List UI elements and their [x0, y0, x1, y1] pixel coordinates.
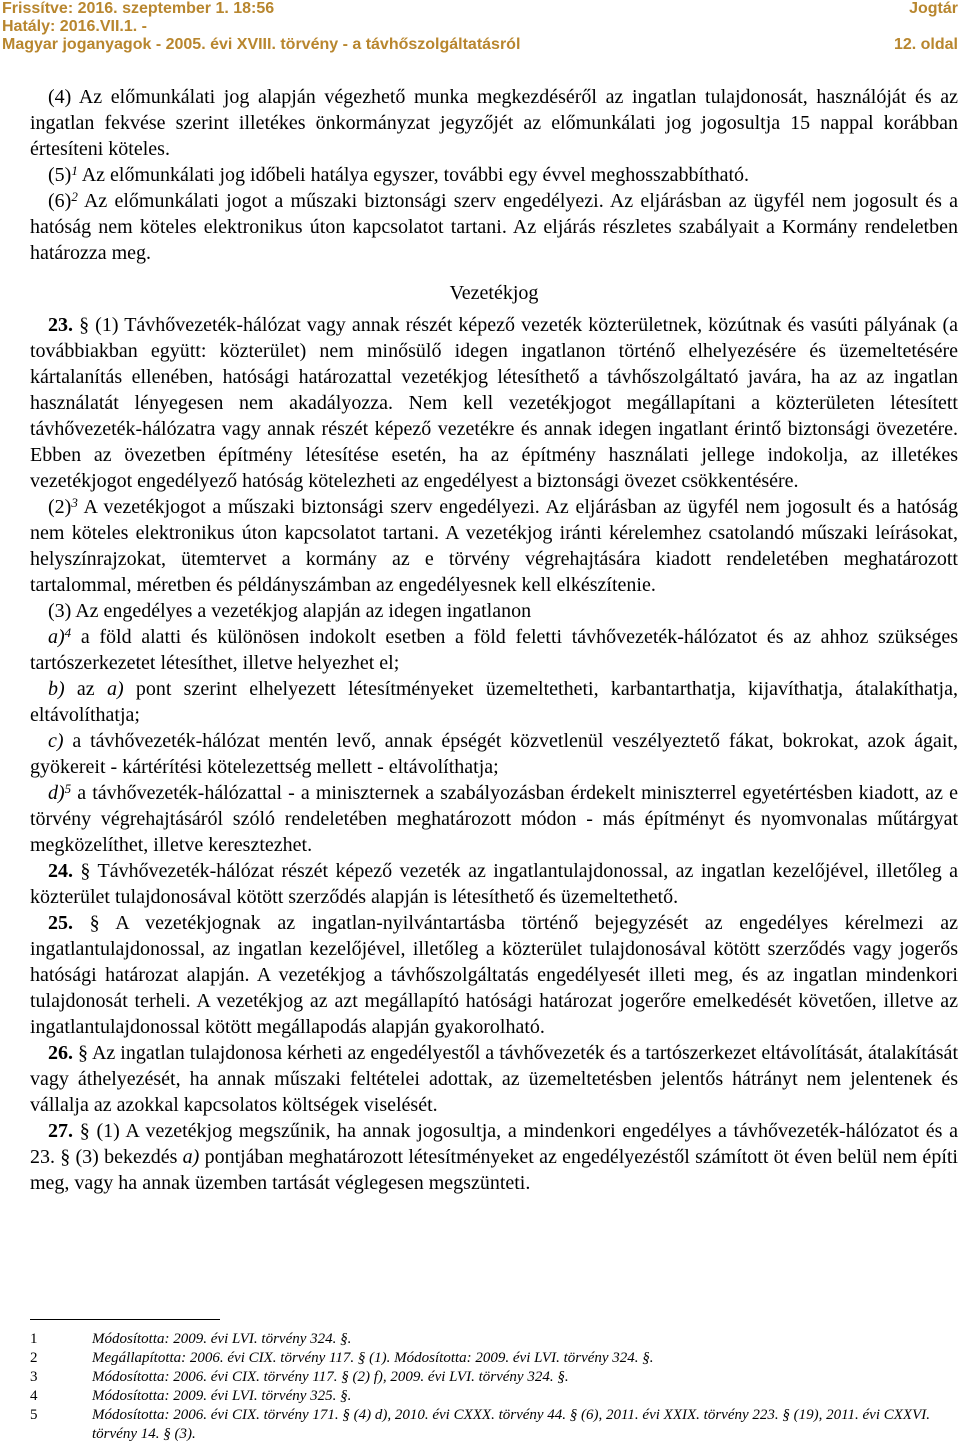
footnote-ref-3[interactable]: 3 [71, 495, 78, 510]
section-23-paragraph-2: $(2)^3$ A vezetékjogot a műszaki biztonsági szerv engedélyezi. Az eljárásban az ügyfél nem jogosult és a hatóság nem köteles elektronikus úton kapcsolatot tartani. A vezetékjog iránti kérelemhez csatolandó műszaki leírásokat, helyszínrajzokat, ütemtervet a kormány az e törvény végrehajtására kiadott rendeletében meghatározott tartalommal, méretben és példányszámban az engedélyesnek kell elkészítenie. [30, 495, 958, 596]
footnote [30, 1387, 958, 1406]
section-heading: Vezetékjog [449, 282, 539, 304]
published-date: Frissítve: 2016. szeptember 1. 18:56 [2, 0, 275, 17]
law-title: Magyar joganyagok - 2005. évi XVIII. törvény - a távhőszolgáltatásról [2, 36, 521, 53]
point-a: a)$^4$ a föld alatti és különösen indokolt esetben a föld feletti távhővezeték-hálózatot és az ahhoz szükséges tartószerkezetet létesíthet, illetve helyezhet el; [30, 625, 958, 674]
paragraph-6: $(6)^2$ Az előmunkálati jogot a műszaki biztonsági szerv engedélyezi. Az eljárásban az ügyfél nem jogosult és a hatóság nem köteles elektronikus úton kapcsolatot tartani. Az eljárás részletes szabályait a Kormány rendeletben határozza meg. [30, 189, 958, 264]
footnotes [30, 1330, 958, 1444]
section-26: 26. § Az ingatlan tulajdonosa kérheti az engedélyestől a távhővezeték és a tartószerkezet eltávolítását, átalakítását vagy áthelyezését, ha annak műszaki feltételei adottak, az üzemeltetésben jelentős hátrányt nem jelentenek és vállalja az azokkal kapcsolatos költségek viselését. [30, 1042, 958, 1116]
paragraph-5: $(5)^1$ Az előmunkálati jog időbeli hatálya egyszer, további egy évvel meghosszabbítható. [48, 163, 750, 186]
section-23-paragraph-3: (3) Az engedélyes a vezetékjog alapján az idegen ingatlanon [48, 600, 532, 622]
brand-name: Jogtár [909, 0, 958, 17]
section-24: 24. § Távhővezeték-hálózat részét képező vezeték az ingatlantulajdonossal, az ingatlan kezelőjével, illetőleg a közterület tulajdonosával kötött szerződés alapján is létesíthető és üzemeltethető. [30, 860, 958, 908]
page-number: 12. oldal [893, 36, 958, 53]
document-body [30, 84, 958, 1196]
footnote-number: 4 [30, 1388, 38, 1404]
point-d: d)$^5$ a távhővezeték-hálózattal - a miniszternek a szabályozásban érdekelt miniszterrel egyetértésben kiadott, az e törvény végrehajtásáról szóló rendeletében meghatározott módon - más építményt és nyomvonalas műtárgyat megközelíthet, illetve keresztezhet. [30, 781, 958, 856]
footnote-text: Módosította: 2006. évi CIX. törvény 117. § (2) f), 2009. évi LVI. törvény 324. §. [92, 1369, 569, 1385]
footnote [30, 1349, 958, 1368]
footnote-ref-4[interactable]: 4 [64, 625, 72, 640]
section-number-23: 23. [48, 314, 73, 336]
section-number-24: 24. [48, 860, 73, 882]
footnote [30, 1406, 958, 1444]
footnote [30, 1330, 958, 1349]
footnote-number: 2 [30, 1350, 38, 1366]
footnote-ref-1[interactable]: 1 [71, 163, 78, 178]
effective-date: Hatály: 2016.VII.1. - [2, 18, 147, 35]
paragraph-4: (4) Az előmunkálati jog alapján végezhető munka megkezdéséről az ingatlan tulajdonosát, használóját és az ingatlan fekvése szerint illetékes önkormányzat jegyzőjét az előmunkálati jog jogosultja 15 nappal korábban értesíteni köteles. [30, 86, 958, 160]
footnote-ref-2[interactable]: 2 [71, 189, 78, 204]
footnote-text: Megállapította: 2006. évi CIX. törvény 117. § (1). Módosította: 2009. évi LVI. törvény 324. §. [92, 1350, 654, 1366]
footnote-text: Módosította: 2006. évi CIX. törvény 171. § (4) d), 2010. évi CXXX. törvény 44. § (6), 2011. évi XXIX. törvény 223. § (19), 2011. évi CXXVI. törvény 14. § (3). [92, 1407, 930, 1442]
footnote-number: 1 [30, 1331, 38, 1347]
footnote-number: 5 [30, 1407, 38, 1423]
page-header [0, 0, 960, 56]
section-number-26: 26. [48, 1042, 73, 1064]
section-number-27: 27. [48, 1120, 73, 1142]
section-number-25: 25. [48, 912, 73, 934]
section-27: 27. § (1) A vezetékjog megszűnik, ha annak jogosultja, a mindenkori engedélyes a távhővezeték-hálózatot és a 23. § (3) bekezdés a) pontjában meghatározott létesítményeket az engedélyezéstől számított öt éven belül nem építi meg, vagy ha annak üzemben tartását véglegesen megszünteti. [30, 1120, 958, 1194]
footnote-text: Módosította: 2009. évi LVI. törvény 324. §. [92, 1331, 352, 1347]
footnote-ref-5[interactable]: 5 [64, 781, 72, 796]
footnote-divider [30, 1319, 220, 1320]
point-c: c) a távhővezeték-hálózat mentén levő, annak épségét közvetlenül veszélyeztető fákat, bokrokat, azok ágait, gyökereit - kártérítési kötelezettség mellett - eltávolíthatja; [30, 730, 958, 778]
footnote-text: Módosította: 2009. évi LVI. törvény 325. §. [92, 1388, 352, 1404]
footnote [30, 1368, 958, 1387]
section-23-paragraph-1: 23. § (1) Távhővezeték-hálózat vagy annak részét képező vezeték közterületnek, közútnak és vasúti pályának (a továbbiakban együtt: közterület) nem minősülő idegen ingatlanon történő elhelyezésére és üzemeltetésére kártalanítás ellenében, hatósági határozattal vezetékjog létesíthető a távhőszolgáltató javára, ha az az ingatlan használatát lényegesen nem akadályozza. Nem kell vezetékjogot megállapítani a közterületen létesített távhővezeték-hálózatra vagy annak részét képező vezetékre és annak idegen ingatlant érintő biztonsági övezetére. Ebben az övezetben építmény létesítése esetén, ha az építmény használati jellege indokolja, az illetékes vezetékjogot engedélyező hatóság kötelezheti az engedélyest a biztonsági övezet csökkentésére. [30, 314, 958, 492]
footnote-number: 3 [30, 1369, 38, 1385]
point-b: b) az a) pont szerint elhelyezett létesítményeket üzemeltetheti, karbantarthatja, kijavíthatja, átalakíthatja, eltávolíthatja; [30, 678, 958, 726]
section-25: 25. § A vezetékjognak az ingatlan-nyilvántartásba történő bejegyzését az engedélyes kérelmezi az ingatlantulajdonossal, az ingatlan kezelőjével, illetőleg a közterület tulajdonosával kötött szerződés vagy jogerős hatósági határozat alapján. A vezetékjog a távhőszolgáltatás engedélyesét illeti meg, és az ingatlan mindenkori tulajdonosát terheli. A vezetékjog az azt megállapító hatósági határozat jogerőre emelkedését követően, illetve az ingatlantulajdonossal kötött megállapodás alapján gyakorolható. [30, 912, 958, 1038]
